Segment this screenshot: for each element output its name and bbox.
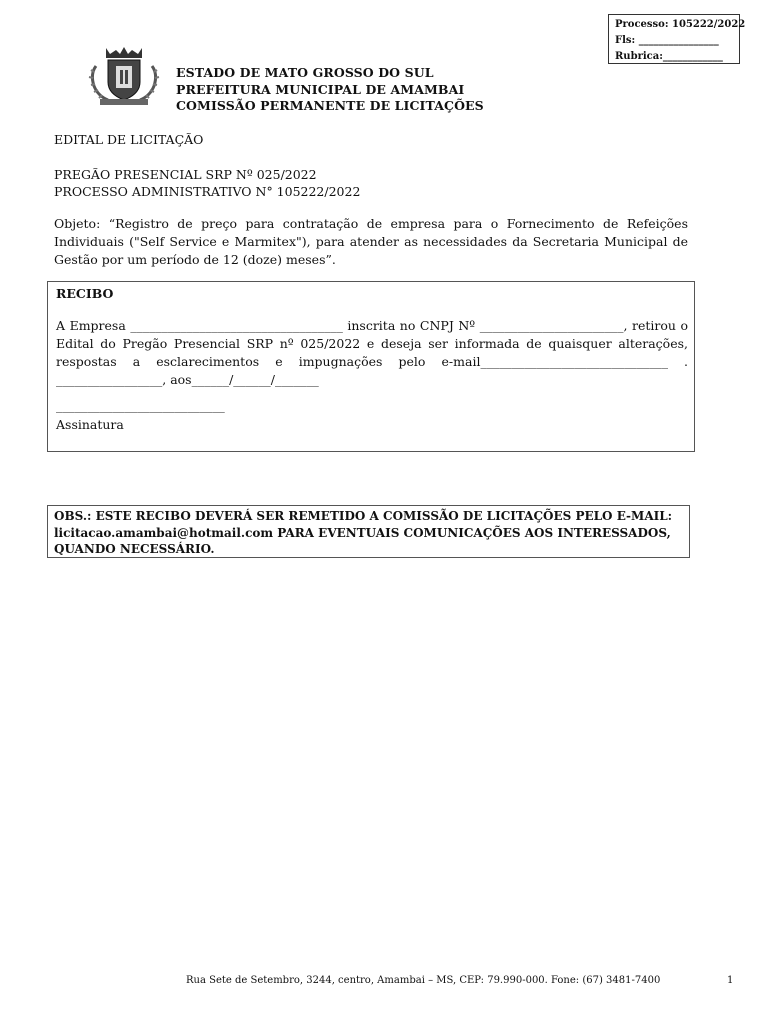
signature-line: ___________________________: [56, 398, 225, 413]
process-stamp: [608, 14, 746, 64]
signature-label: Assinatura: [56, 417, 124, 432]
obs-box: OBS.: ESTE RECIBO DEVERÁ SER REMETIDO A COMISSÃO DE LICITAÇÕES PELO E-MAIL: licitacao.amambai@hotmail.com PARA EVENTUAIS COMUNICAÇÕES AOS INTERESSADOS, QUANDO NECESSÁRIO.: [47, 505, 690, 558]
header-prefecture: PREFEITURA MUNICIPAL DE AMAMBAI: [176, 81, 465, 97]
header-commission: COMISSÃO PERMANENTE DE LICITAÇÕES: [176, 98, 484, 113]
page-number: 1: [727, 975, 734, 986]
stamp-fls: Fls: ________________: [615, 35, 719, 46]
municipal-coat-of-arms-icon: [88, 44, 160, 106]
letterhead: [176, 65, 484, 115]
stamp-processo: Processo: 105222/2022: [615, 19, 746, 30]
recibo-title: RECIBO: [56, 286, 114, 301]
header-state: ESTADO DE MATO GROSSO DO SUL: [176, 65, 434, 80]
document-title: EDITAL DE LICITAÇÃO: [54, 132, 204, 147]
processo-administrativo: PROCESSO ADMINISTRATIVO N° 105222/2022: [54, 184, 361, 199]
stamp-rubrica: Rubrica:____________: [615, 51, 723, 62]
recibo-box: [47, 281, 695, 452]
objeto-paragraph: Objeto: “Registro de preço para contratação de empresa para o Fornecimento de Refeições Individuais ("Self Service e Marmitex"), para atender as necessidades da Secretaria Municipal de Gestão por um período de 12 (doze) meses”.: [54, 216, 688, 267]
pregao-number: PREGÃO PRESENCIAL SRP Nº 025/2022: [54, 167, 317, 182]
footer-address: Rua Sete de Setembro, 3244, centro, Amambai – MS, CEP: 79.990-000. Fone: (67) 3481-7400: [186, 975, 661, 986]
recibo-text: A Empresa __________________________________ inscrita no CNPJ Nº _______________________, retirou o Edital do Pregão Presencial SRP nº 025/2022 e deseja ser informada de quaisquer alterações, respostas a esclarecimentos e impugnações pelo e-mail______________________________ . _________________, aos______/______/_______: [56, 318, 688, 387]
